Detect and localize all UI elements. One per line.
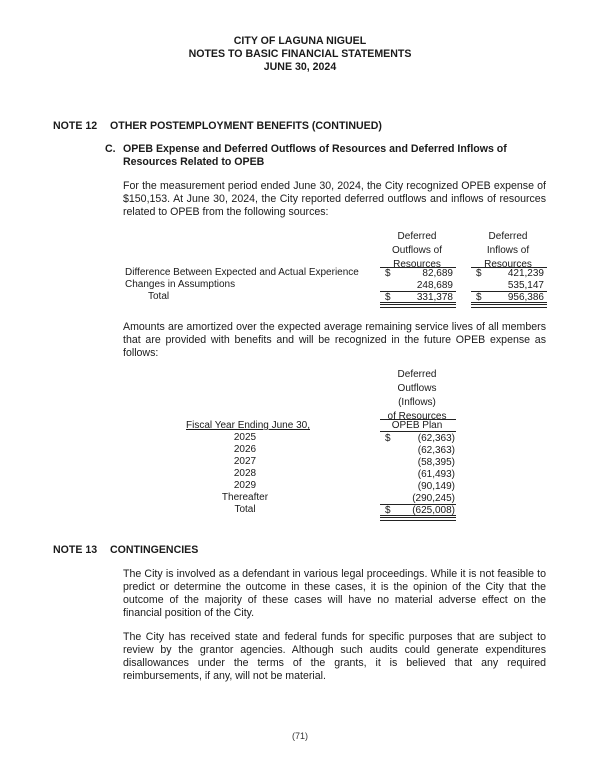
- inflows-total: 956,386: [507, 292, 544, 303]
- total-label: Total: [234, 504, 256, 515]
- note-13-heading: [53, 544, 198, 557]
- col-header-line: Deferred: [397, 369, 437, 380]
- contingencies-legal-paragraph: The City is involved as a defendant in various legal proceedings. While it is not feasible to predict or determine the outcome in these cases, it is the opinion of the City that the outcome of the majority of these cases will have no material adverse effect on the financial position of the City.: [123, 568, 546, 619]
- col-header-line: of Resources: [387, 411, 447, 422]
- opeb-expense-paragraph: For the measurement period ended June 30, 2024, the City recognized OPEB expense of $150,153. At June 30, 2024, the City reported deferred outflows and inflows of resources related to OPEB from the following sources:: [123, 180, 546, 218]
- col-header-line: Outflows: [397, 383, 437, 394]
- amount-value: (290,245): [412, 493, 455, 504]
- dollar-sign: $: [385, 268, 391, 279]
- col-header-inflows: [469, 230, 547, 271]
- double-underline: [380, 517, 456, 521]
- year-label: Thereafter: [221, 492, 269, 503]
- outflows-value: 82,689: [422, 268, 453, 279]
- outflows-value: 248,689: [416, 280, 453, 291]
- header-entity: CITY OF LAGUNA NIGUEL: [233, 35, 367, 47]
- col-header-plan: OPEB Plan: [391, 420, 443, 431]
- col-header-line: (Inflows): [398, 397, 436, 408]
- outflows-total: 331,378: [416, 292, 453, 303]
- col-header-opeb: [376, 368, 458, 423]
- amount-total: (625,008): [412, 505, 455, 516]
- dollar-sign: $: [385, 292, 391, 303]
- year-label: 2025: [233, 432, 257, 443]
- amount-value: (90,149): [417, 481, 455, 492]
- col-header-line: Resources: [484, 259, 532, 270]
- inflows-value: 421,239: [507, 268, 544, 279]
- fiscal-year-header: Fiscal Year Ending June 30,: [186, 420, 310, 431]
- col-header-line: Resources: [393, 259, 441, 270]
- note-12-heading: [53, 120, 382, 133]
- col-header-line: Deferred: [488, 231, 528, 242]
- row-label: Changes in Assumptions: [125, 279, 236, 290]
- col-header-line: Outflows of: [391, 245, 443, 256]
- note-13-number: NOTE 13: [53, 544, 98, 556]
- year-label: 2029: [233, 480, 257, 491]
- row-label: Difference Between Expected and Actual Experience: [125, 267, 359, 278]
- amount-value: (62,363): [417, 445, 455, 456]
- amount-value: (62,363): [417, 433, 455, 444]
- total-underline: [380, 302, 456, 303]
- year-label: 2026: [233, 444, 257, 455]
- section-title-line1: OPEB Expense and Deferred Outflows of Resources and Deferred Inflows of: [123, 143, 507, 155]
- year-label: 2028: [233, 468, 257, 479]
- total-label: Total: [148, 291, 170, 302]
- dollar-sign: $: [385, 433, 391, 444]
- section-letter: C.: [105, 143, 116, 155]
- note-13-title: CONTINGENCIES: [110, 544, 199, 556]
- year-label: 2027: [233, 456, 257, 467]
- dollar-sign: $: [476, 292, 482, 303]
- amount-value: (58,395): [417, 457, 455, 468]
- header-title: NOTES TO BASIC FINANCIAL STATEMENTS: [188, 48, 412, 60]
- total-underline: [380, 515, 456, 516]
- inflows-value: 535,147: [507, 280, 544, 291]
- note-12-number: NOTE 12: [53, 120, 98, 132]
- header-date: JUNE 30, 2024: [263, 61, 337, 73]
- amount-value: (61,493): [417, 469, 455, 480]
- double-underline: [471, 304, 547, 308]
- total-underline: [471, 302, 547, 303]
- document-header: [0, 35, 600, 74]
- col-header-line: Inflows of: [486, 245, 530, 256]
- section-title-line2: Resources Related to OPEB: [123, 156, 265, 168]
- col-header-outflows: [378, 230, 456, 271]
- dollar-sign: $: [385, 505, 391, 516]
- note-12-title: OTHER POSTEMPLOYMENT BENEFITS (CONTINUED): [110, 120, 382, 132]
- col-header-line: Deferred: [397, 231, 437, 242]
- contingencies-grants-paragraph: The City has received state and federal funds for specific purposes that are subject to review by the grantor agencies. Although such audits could generate expenditures disallowances under the terms of the grants, it is believed that any required reimbursements, if any, will not be material.: [123, 631, 546, 682]
- double-underline: [380, 304, 456, 308]
- amortization-paragraph: Amounts are amortized over the expected average remaining service lives of all members that are provided with benefits and will be recognized in the future OPEB expense as follows:: [123, 321, 546, 359]
- page-number: (71): [291, 731, 308, 741]
- dollar-sign: $: [476, 268, 482, 279]
